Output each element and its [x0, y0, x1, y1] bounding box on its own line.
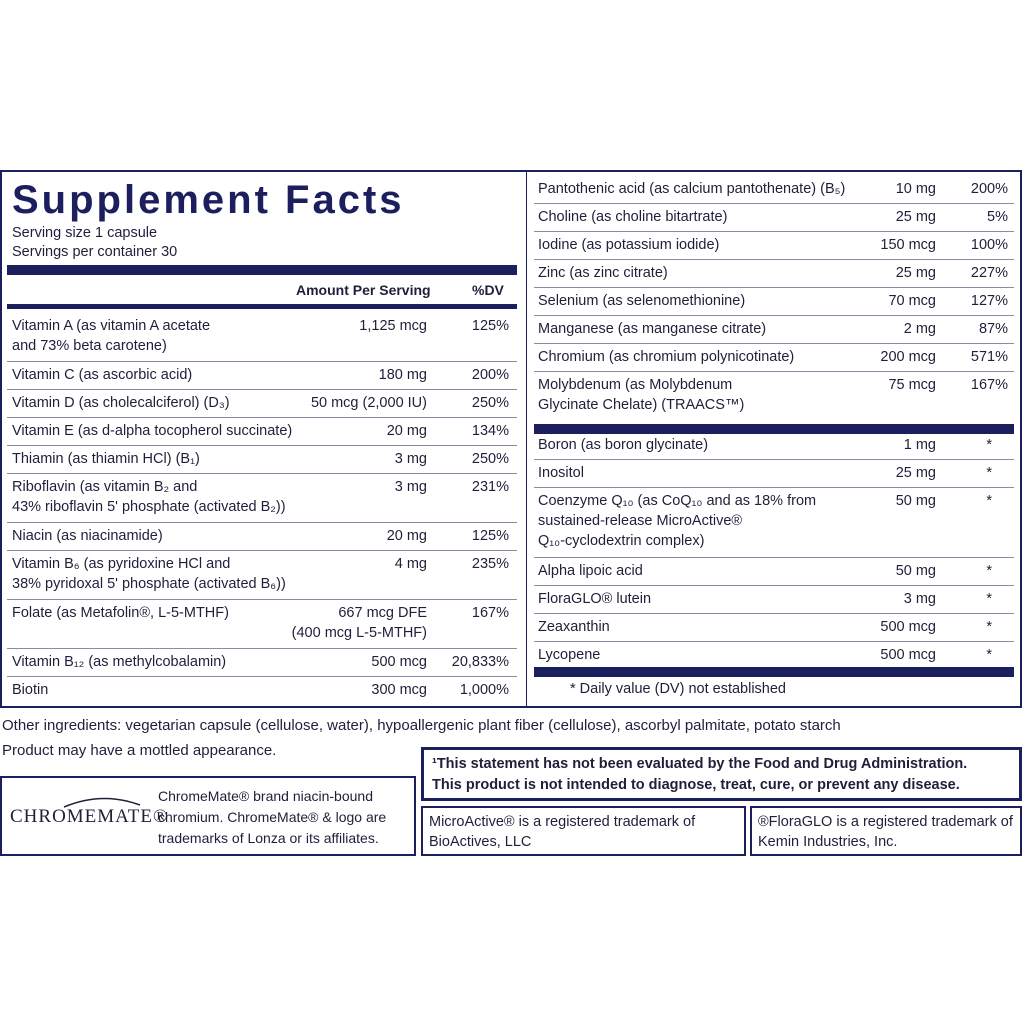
dv-footnote: * Daily value (DV) not established: [570, 681, 786, 697]
nutrient-row: [7, 600, 517, 649]
nutrient-row: [534, 316, 1014, 344]
nutrient-name: [538, 207, 727, 227]
nutrient-amount-line: 180 mg: [378, 367, 427, 383]
nutrient-amount-line: 20 mg: [386, 528, 427, 544]
nutrient-amount-line: 3 mg: [394, 479, 427, 495]
nutrient-name: [538, 491, 816, 551]
nutrient-row: [534, 232, 1014, 260]
nutrient-amount: [896, 463, 936, 483]
nutrient-name: [12, 526, 163, 546]
nutrient-dv: 20,833%: [451, 654, 509, 670]
nutrient-dv: 5%: [987, 209, 1008, 225]
nutrient-name-line: Folate (as Metafolin®, L-5-MTHF): [12, 605, 229, 621]
nutrient-name-line: Glycinate Chelate) (TRAACS™): [538, 397, 745, 413]
floraglo-text: ®FloraGLO is a registered trademark of Kemin Industries, Inc.: [758, 814, 1013, 850]
nutrient-row: [534, 204, 1014, 232]
mottled-note: Product may have a mottled appearance.: [2, 742, 277, 759]
chromemate-box: [0, 776, 416, 856]
nutrient-name: [538, 561, 643, 581]
nutrient-row: [7, 362, 517, 390]
nutrient-row: [7, 523, 517, 551]
nutrient-name: [12, 652, 226, 672]
nutrient-amount-line: 3 mg: [394, 451, 427, 467]
nutrient-amount-line: 4 mg: [394, 556, 427, 572]
right-bottom-bar: [534, 667, 1014, 677]
nutrient-amount: [896, 561, 936, 581]
nutrient-row: [534, 558, 1014, 586]
nutrient-name: [538, 435, 708, 455]
nutrient-name-line: Zeaxanthin: [538, 619, 610, 635]
nutrient-row: [534, 642, 1014, 670]
nutrient-name-line: Inositol: [538, 465, 584, 481]
nutrient-name: [538, 319, 766, 339]
nutrient-amount-line: 50 mg: [895, 493, 936, 509]
nutrient-name-line: 43% riboflavin 5' phosphate (activated B₂)): [12, 499, 286, 515]
nutrient-name: [12, 449, 200, 469]
nutrient-name: [12, 554, 286, 594]
nutrient-amount-line: 150 mcg: [880, 237, 936, 253]
nutrient-row: [534, 372, 1014, 421]
nutrient-amount: [896, 179, 936, 199]
nutrient-amount: [387, 526, 427, 546]
nutrient-amount: [904, 589, 936, 609]
other-ingredients: Other ingredients: vegetarian capsule (cellulose, water), hypoallergenic plant fiber (cellulose), ascorbyl palmitate, potato starch: [2, 717, 841, 734]
nutrient-name: [538, 645, 600, 665]
microactive-text: MicroActive® is a registered trademark of BioActives, LLC: [429, 814, 696, 850]
nutrient-dv: *: [986, 591, 992, 607]
nutrient-amount: [395, 554, 427, 574]
nutrient-name-line: Niacin (as niacinamide): [12, 528, 163, 544]
nutrient-dv: 1,000%: [459, 682, 509, 698]
nutrient-name-line: 38% pyridoxal 5' phosphate (activated B₆)): [12, 576, 286, 592]
nutrient-amount-line: 50 mg: [895, 563, 936, 579]
nutrient-name-line: Q₁₀-cyclodextrin complex): [538, 533, 705, 549]
nutrient-dv: 235%: [471, 556, 509, 572]
dv-header: %DV: [472, 282, 504, 298]
nutrient-amount-line: 10 mg: [895, 181, 936, 197]
nutrient-dv: 227%: [970, 265, 1008, 281]
nutrient-dv: 125%: [471, 318, 509, 334]
nutrient-name: [538, 291, 745, 311]
nutrient-amount-line: 1,125 mcg: [359, 318, 427, 334]
chromemate-logo: CHROMEMATE®: [10, 806, 169, 827]
nutrient-name-line: Coenzyme Q₁₀ (as CoQ₁₀ and as 18% from: [538, 493, 817, 509]
floraglo-box: [750, 806, 1022, 856]
nutrient-dv: 250%: [471, 395, 509, 411]
nutrient-amount: [880, 617, 936, 637]
nutrient-name: [12, 316, 210, 356]
microactive-box: [421, 806, 746, 856]
nutrient-amount-line: 1 mg: [903, 437, 936, 453]
nutrient-name: [538, 375, 744, 415]
nutrient-dv: 127%: [970, 293, 1008, 309]
nutrient-dv: 87%: [978, 321, 1008, 337]
nutrient-amount-line: 20 mg: [386, 423, 427, 439]
nutrient-name: [538, 589, 651, 609]
nutrient-amount: [311, 393, 427, 413]
nutrient-name-line: Boron (as boron glycinate): [538, 437, 709, 453]
nutrient-row: [534, 432, 1014, 460]
nutrient-name: [538, 263, 668, 283]
nutrient-name: [12, 421, 292, 441]
nutrient-amount: [896, 207, 936, 227]
nutrient-row: [534, 586, 1014, 614]
nutrient-dv: *: [986, 465, 992, 481]
nutrient-name-line: Molybdenum (as Molybdenum: [538, 377, 733, 393]
nutrient-dv: 167%: [970, 377, 1008, 393]
nutrient-name-line: Biotin: [12, 682, 49, 698]
nutrient-name-line: Alpha lipoic acid: [538, 563, 643, 579]
nutrient-amount: [896, 263, 936, 283]
nutrient-dv: 134%: [471, 423, 509, 439]
nutrient-amount-line: 500 mcg: [371, 654, 427, 670]
nutrient-name-line: Vitamin A (as vitamin A acetate: [12, 318, 211, 334]
nutrient-name: [12, 680, 48, 700]
nutrient-amount-line: 25 mg: [895, 265, 936, 281]
nutrient-name-line: Manganese (as manganese citrate): [538, 321, 767, 337]
nutrient-amount-line: 75 mcg: [888, 377, 936, 393]
nutrient-amount-line: 500 mcg: [880, 619, 936, 635]
nutrient-dv: *: [986, 619, 992, 635]
nutrient-row: [7, 446, 517, 474]
nutrient-name-line: Vitamin B₁₂ (as methylcobalamin): [12, 654, 227, 670]
header-bar-top: [7, 265, 517, 275]
fda-statement-line: This product is not intended to diagnose, treat, cure, or prevent any disease.: [432, 777, 960, 793]
servings-per-container: Servings per container 30: [12, 244, 178, 260]
nutrient-amount: [379, 365, 427, 385]
nutrient-name-line: Vitamin C (as ascorbic acid): [12, 367, 193, 383]
nutrient-name: [12, 603, 229, 623]
nutrient-row: [534, 288, 1014, 316]
nutrient-dv: 125%: [471, 528, 509, 544]
serving-size: Serving size 1 capsule: [12, 225, 158, 241]
nutrient-amount-line: 200 mcg: [880, 349, 936, 365]
fda-statement-line: ¹This statement has not been evaluated by the Food and Drug Administration.: [432, 756, 968, 772]
nutrient-name: [538, 463, 584, 483]
nutrient-name: [538, 617, 610, 637]
nutrient-name-line: Iodine (as potassium iodide): [538, 237, 720, 253]
nutrient-row: [7, 418, 517, 446]
amount-header: Amount Per Serving: [296, 282, 431, 298]
nutrient-name-line: Lycopene: [538, 647, 601, 663]
nutrient-row: [7, 474, 517, 523]
nutrient-dv: 167%: [471, 605, 509, 621]
nutrient-name-line: Pantothenic acid (as calcium pantothenate) (B₅): [538, 181, 846, 197]
nutrient-amount-line: 70 mcg: [888, 293, 936, 309]
nutrient-amount-line: (400 mcg L-5-MTHF): [291, 625, 427, 641]
nutrient-dv: *: [986, 493, 992, 509]
nutrient-name-line: Vitamin B₆ (as pyridoxine HCl and: [12, 556, 231, 572]
nutrient-name-line: Vitamin D (as cholecalciferol) (D₃): [12, 395, 230, 411]
nutrient-row: [7, 649, 517, 677]
fda-statement-box: [421, 747, 1022, 801]
nutrient-dv: 571%: [970, 349, 1008, 365]
nutrient-dv: *: [986, 437, 992, 453]
nutrient-amount: [292, 603, 427, 643]
nutrient-amount: [904, 435, 936, 455]
nutrient-row: [534, 460, 1014, 488]
nutrient-name-line: Riboflavin (as vitamin B₂ and: [12, 479, 198, 495]
nutrient-name-line: Selenium (as selenomethionine): [538, 293, 746, 309]
nutrient-amount: [359, 316, 427, 336]
nutrient-name-line: Choline (as choline bitartrate): [538, 209, 728, 225]
nutrient-amount-line: 667 mcg DFE: [338, 605, 427, 621]
nutrient-dv: *: [986, 647, 992, 663]
nutrient-dv: 231%: [471, 479, 509, 495]
nutrient-amount: [904, 319, 936, 339]
nutrient-name-line: FloraGLO® lutein: [538, 591, 652, 607]
nutrient-name: [538, 347, 794, 367]
nutrient-name-line: Zinc (as zinc citrate): [538, 265, 668, 281]
nutrient-name-line: and 73% beta carotene): [12, 338, 167, 354]
nutrient-amount: [880, 645, 936, 665]
nutrient-row: [534, 176, 1014, 204]
nutrient-row: [7, 390, 517, 418]
nutrient-row: [7, 551, 517, 600]
column-divider: [526, 172, 527, 706]
nutrient-amount-line: 3 mg: [903, 591, 936, 607]
nutrient-dv: 200%: [471, 367, 509, 383]
nutrient-name: [538, 235, 719, 255]
panel-title: Supplement Facts: [12, 178, 405, 222]
nutrient-row: [7, 313, 517, 362]
nutrient-amount-line: 50 mcg (2,000 IU): [310, 395, 427, 411]
nutrient-amount: [395, 449, 427, 469]
nutrient-row: [534, 488, 1014, 558]
nutrient-amount-line: 25 mg: [895, 465, 936, 481]
nutrient-dv: 100%: [970, 237, 1008, 253]
nutrient-name: [12, 365, 192, 385]
nutrient-amount: [371, 652, 427, 672]
nutrient-amount: [387, 421, 427, 441]
nutrient-amount-line: 2 mg: [903, 321, 936, 337]
nutrient-amount: [896, 491, 936, 511]
nutrient-row: [534, 614, 1014, 642]
nutrient-row: [534, 260, 1014, 288]
nutrient-name-line: Vitamin E (as d-alpha tocopherol succinate): [12, 423, 293, 439]
header-bar-bottom: [7, 304, 517, 309]
nutrient-amount: [395, 477, 427, 497]
nutrient-row: [7, 677, 517, 705]
nutrient-name: [12, 393, 230, 413]
nutrient-name: [12, 477, 286, 517]
nutrient-name-line: Chromium (as chromium polynicotinate): [538, 349, 795, 365]
nutrient-amount: [888, 291, 936, 311]
nutrient-amount: [888, 375, 936, 395]
nutrient-name-line: Thiamin (as thiamin HCl) (B₁): [12, 451, 200, 467]
nutrient-amount: [880, 347, 936, 367]
nutrient-name-line: sustained-release MicroActive®: [538, 513, 743, 529]
nutrient-dv: 200%: [970, 181, 1008, 197]
nutrient-name: [538, 179, 845, 199]
nutrient-amount-line: 500 mcg: [880, 647, 936, 663]
nutrient-dv: *: [986, 563, 992, 579]
nutrient-amount-line: 300 mcg: [371, 682, 427, 698]
nutrient-row: [534, 344, 1014, 372]
nutrient-amount-line: 25 mg: [895, 209, 936, 225]
chromemate-text: ChromeMate® brand niacin-bound chromium. ChromeMate® & logo are trademarks of Lonza or its affiliates.: [158, 788, 387, 846]
nutrient-amount: [371, 680, 427, 700]
nutrient-dv: 250%: [471, 451, 509, 467]
nutrient-amount: [880, 235, 936, 255]
